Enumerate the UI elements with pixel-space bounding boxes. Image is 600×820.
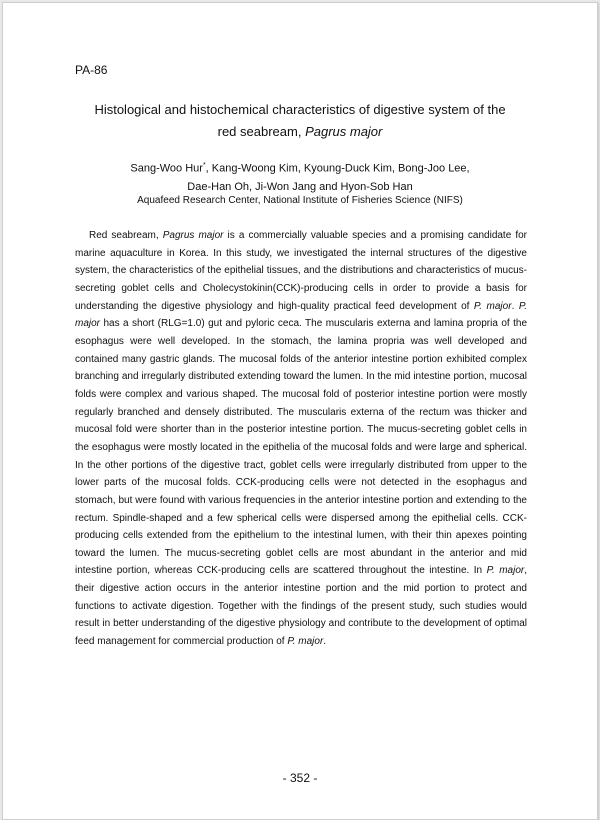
author-list: [43, 157, 557, 196]
abstract-text-2: is a commercially valuable species and a promising candidate for marine aquaculture in Korea. In this study, we investigated the internal structures of the digestive system, the characteristics of the epithelial tissues, and the distributions and characteristics of mucus-secreting goblet cells and Cholecystokinin(CCK)-producing cells in order to provide a basis for understanding the digestive physiology and high-quality practical feed development of: [75, 230, 528, 312]
paper-page: [2, 2, 598, 820]
abstract-text-3: .: [511, 300, 519, 312]
abstract-body: [75, 227, 527, 651]
species-italic: P. major: [287, 636, 324, 648]
species-italic: P. major: [486, 565, 525, 577]
species-italic: Pagrus major: [162, 230, 224, 241]
abstract-text-6: .: [323, 636, 327, 648]
affiliation: Aquafeed Research Center, National Institute of Fisheries Science (NIFS): [137, 195, 463, 206]
title-line-1: Histological and histochemical characteristics of digestive system of the: [94, 102, 506, 117]
species-italic: P. major: [473, 300, 512, 312]
title-species-name: Pagrus major: [305, 124, 383, 139]
authors-line-2: Dae-Han Oh, Ji-Won Jang and Hyon-Sob Han: [187, 180, 413, 193]
paper-title: [43, 99, 557, 143]
title-line-2-prefix: red seabream,: [217, 124, 306, 139]
page-number: - 352 -: [282, 771, 318, 785]
abstract-code: PA-86: [75, 63, 108, 77]
authors-line-1-rest: , Kang-Woong Kim, Kyoung-Duck Kim, Bong-Joo Lee,: [205, 162, 470, 175]
abstract-text-5: , their digestive action occurs in the anterior intestine portion and the mid portion to protect and functions to activate digestion. Together with the findings of the present study, such studies would result in better understanding of the digestive physiology and contribute to the development of optimal feed management for commercial production of: [75, 565, 527, 648]
first-author: Sang-Woo Hur: [130, 162, 203, 175]
abstract-text-4: has a short (RLG=1.0) gut and pyloric ceca. The muscularis externa and lamina propria of the esophagus were well developed. In the stomach, the lamina propria was well developed and contained many gastric glands. The mucosal folds of the anterior intestine portion exhibited complex branching and irregularly distributed extending toward the lumen. In the mid intestine portion, mucosal folds were complex and various shaped. The mucosal fold of posterior intestine portion were mostly regularly branched and densely distributed. The muscularis externa of the rectum was thicker and mucosal fold were shorter than in the posterior intestine portion. The mucus-secreting goblet cells in the esophagus were mostly located in the epithelia of the mucosal folds and were large and spherical. In the other portions of the digestive tract, goblet cells were irregularly distributed from upper to the lower parts of the mucosal folds. CCK-producing cells were not detected in the esophagus and stomach, but were found with various frequencies in the anterior intestine portion and extending to the rectum. Spindle-shaped and a few spherical cells were dispersed among the epithelial cells. CCK-producing cells extended from the epithelium to the intestinal lumen, with their thin apexes pointing toward the lumen. The mucus-secreting goblet cells are most abundant in the anterior and mid intestine portion, whereas CCK-producing cells are scattered throughout the intestine. In: [75, 318, 527, 577]
corresponding-author-mark: *: [202, 162, 206, 169]
species-italic: P. major: [75, 300, 527, 330]
abstract-text-1: Red seabream,: [89, 230, 163, 241]
